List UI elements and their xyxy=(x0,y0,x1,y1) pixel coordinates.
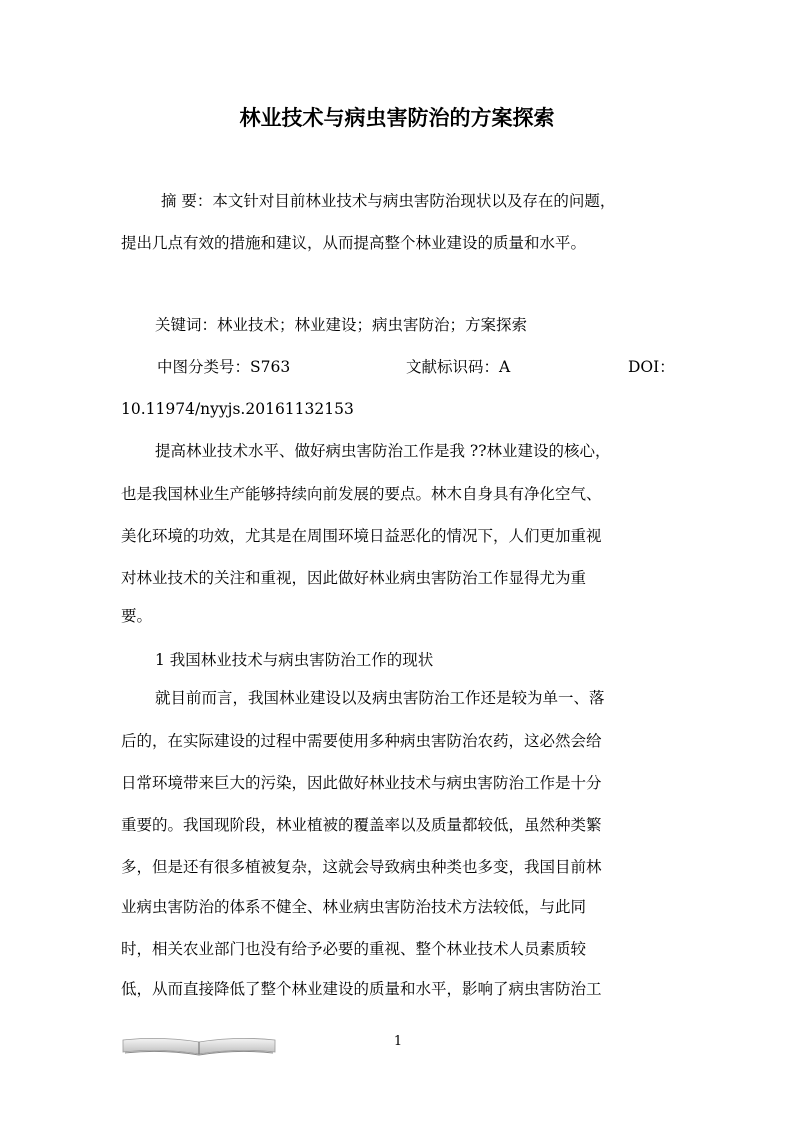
intro-line-5: 要。 xyxy=(121,607,153,625)
keywords: 关键词：林业技术；林业建设；病虫害防治；方案探索 xyxy=(155,316,528,334)
document-code: 文献标识码：A xyxy=(406,358,511,376)
section-1-line-3: 日常环境带来巨大的污染，因此做好林业技术与病虫害防治工作是十分 xyxy=(121,774,602,792)
abstract-line-1: 摘 要：本文针对目前林业技术与病虫害防治现状以及存在的问题， xyxy=(161,192,616,210)
intro-line-4: 对林业技术的关注和重视，因此做好林业病虫害防治工作显得尤为重 xyxy=(121,569,587,587)
section-1-line-4: 重要的。我国现阶段，林业植被的覆盖率以及质量都较低，虽然种类繁 xyxy=(121,816,602,834)
section-1-line-6: 业病虫害防治的体系不健全、林业病虫害防治技术方法较低，与此同 xyxy=(121,898,587,916)
intro-line-3: 美化环境的功效，尤其是在周围环境日益恶化的情况下，人们更加重视 xyxy=(121,527,602,545)
section-1-line-1: 就目前而言，我国林业建设以及病虫害防治工作还是较为单一、落 xyxy=(155,689,605,707)
doi-label: DOI： xyxy=(628,358,675,376)
section-1-line-5: 多，但是还有很多植被复杂，这就会导致病虫种类也多变，我国目前林 xyxy=(121,858,602,876)
classification-number: 中图分类号：S763 xyxy=(157,358,291,376)
intro-line-1: 提高林业技术水平、做好病虫害防治工作是我 ??林业建设的核心， xyxy=(155,442,611,460)
section-1-line-8: 低，从而直接降低了整个林业建设的质量和水平，影响了病虫害防治工 xyxy=(121,980,602,998)
open-book-icon xyxy=(121,1034,277,1056)
doi-value: 10.11974/nyyjs.20161132153 xyxy=(121,400,354,418)
section-1-line-7: 时，相关农业部门也没有给予必要的重视、整个林业技术人员素质较 xyxy=(121,940,587,958)
document-title: 林业技术与病虫害防治的方案探索 xyxy=(239,106,555,130)
section-1-line-2: 后的，在实际建设的过程中需要使用多种病虫害防治农药，这必然会给 xyxy=(121,732,602,750)
intro-line-2: 也是我国林业生产能够持续向前发展的要点。林木自身具有净化空气、 xyxy=(121,485,602,503)
abstract-line-2: 提出几点有效的措施和建议，从而提高整个林业建设的质量和水平。 xyxy=(121,234,587,252)
page-number: 1 xyxy=(393,1034,403,1049)
section-1-heading: 1 我国林业技术与病虫害防治工作的现状 xyxy=(155,651,434,669)
